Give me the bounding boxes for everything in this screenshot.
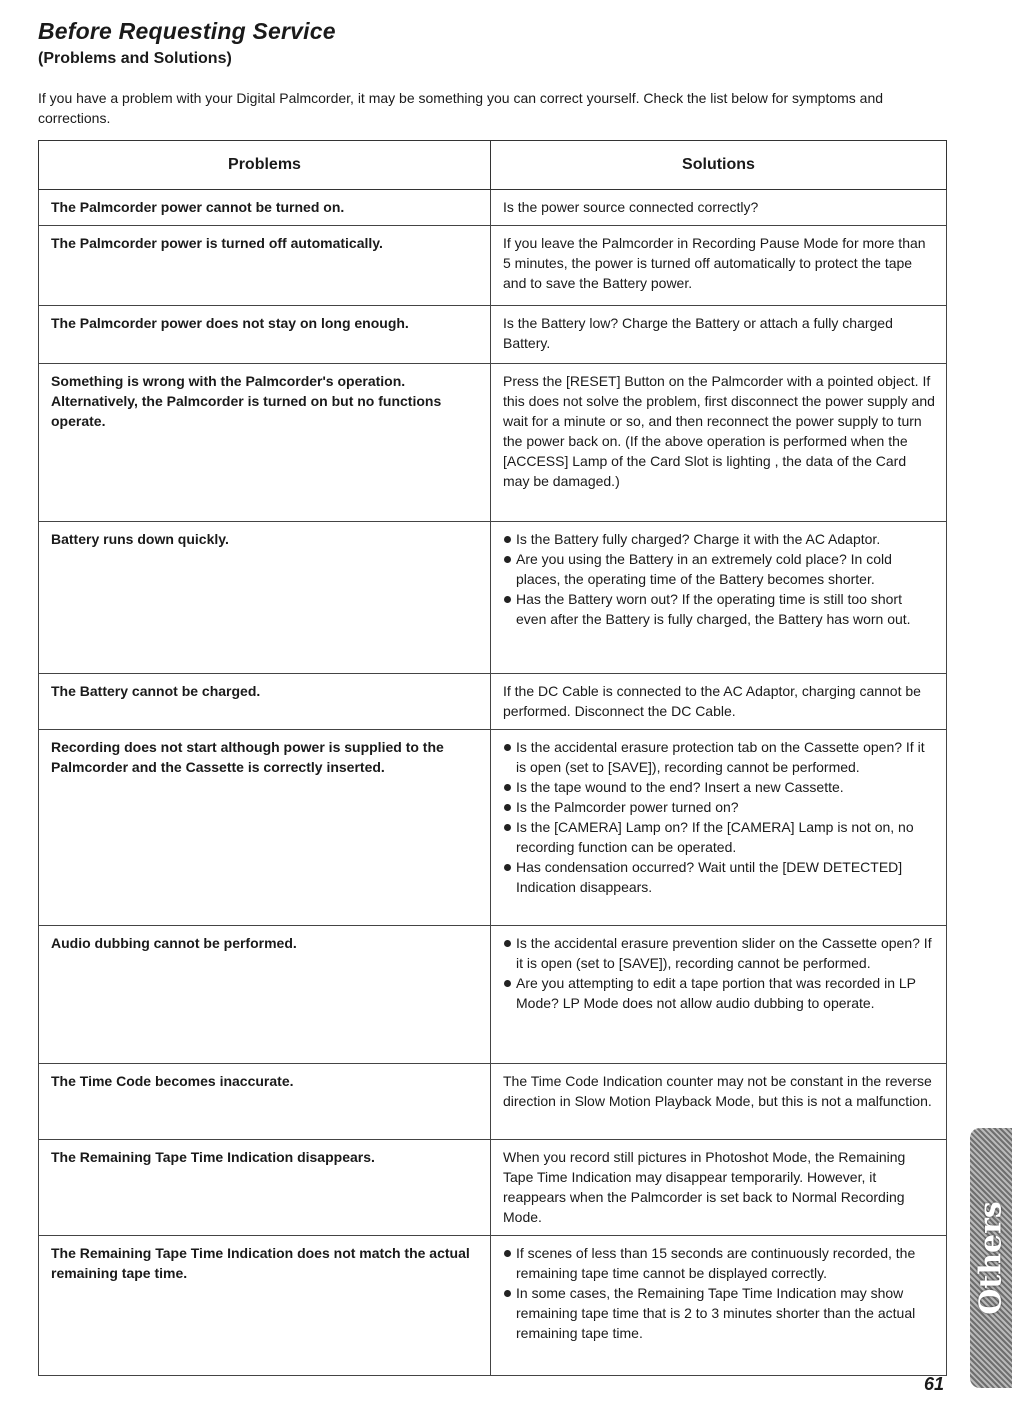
problem-cell: The Palmcorder power is turned off automatically. <box>39 226 491 306</box>
solution-list <box>503 529 936 629</box>
section-tab-label: Others <box>973 1201 1009 1315</box>
solution-cell <box>491 926 947 1064</box>
problem-cell: Recording does not start although power is supplied to the Palmcorder and the Cassette is correctly inserted. <box>39 730 491 926</box>
solution-list <box>503 1243 936 1343</box>
table-header-row <box>39 141 947 190</box>
table-row <box>39 306 947 364</box>
list-item: Is the [CAMERA] Lamp on? If the [CAMERA] Lamp is not on, no recording function can be operated. <box>503 817 936 857</box>
list-item: Is the Battery fully charged? Charge it with the AC Adaptor. <box>503 529 936 549</box>
solution-cell <box>491 1236 947 1376</box>
list-item: In some cases, the Remaining Tape Time Indication may show remaining tape time that is 2 to 3 minutes shorter than the actual remaining tape time. <box>503 1283 936 1343</box>
problems-solutions-table <box>38 140 947 1376</box>
problem-cell: The Palmcorder power does not stay on long enough. <box>39 306 491 364</box>
solution-cell: Is the Battery low? Charge the Battery or attach a fully charged Battery. <box>491 306 947 364</box>
problem-cell: The Remaining Tape Time Indication disappears. <box>39 1140 491 1236</box>
page-subtitle: (Problems and Solutions) <box>38 50 232 67</box>
table-row <box>39 730 947 926</box>
section-tab <box>970 1128 1012 1388</box>
table-row <box>39 674 947 730</box>
table-row <box>39 1064 947 1140</box>
list-item: Are you using the Battery in an extremely cold place? In cold places, the operating time of the Battery becomes shorter. <box>503 549 936 589</box>
table-row <box>39 364 947 522</box>
solution-cell: If you leave the Palmcorder in Recording Pause Mode for more than 5 minutes, the power is turned off automatically to protect the tape and to save the Battery power. <box>491 226 947 306</box>
table-row <box>39 1140 947 1236</box>
table-row <box>39 226 947 306</box>
solution-list <box>503 933 936 1013</box>
page-number: 61 <box>924 1374 945 1394</box>
table-row <box>39 1236 947 1376</box>
solution-cell <box>491 522 947 674</box>
list-item: Is the accidental erasure protection tab on the Cassette open? If it is open (set to [SAVE]), recording cannot be performed. <box>503 737 936 777</box>
solutions-column-header: Solutions <box>491 141 947 190</box>
list-item: Are you attempting to edit a tape portion that was recorded in LP Mode? LP Mode does not allow audio dubbing to operate. <box>503 973 936 1013</box>
problem-cell: Battery runs down quickly. <box>39 522 491 674</box>
problem-cell: The Battery cannot be charged. <box>39 674 491 730</box>
table-row <box>39 926 947 1064</box>
solution-cell: The Time Code Indication counter may not be constant in the reverse direction in Slow Motion Playback Mode, but this is not a malfunction. <box>491 1064 947 1140</box>
page-title: Before Requesting Service <box>38 18 336 44</box>
solution-cell: Press the [RESET] Button on the Palmcorder with a pointed object. If this does not solve the problem, first disconnect the power supply and wait for a minute or so, and then reconnect the power supply to turn the power back on. (If the above operation is performed when the [ACCESS] Lamp of the Card Slot is lighting , the data of the Card may be damaged.) <box>491 364 947 522</box>
solution-cell <box>491 730 947 926</box>
solution-cell: When you record still pictures in Photoshot Mode, the Remaining Tape Time Indication may disappear temporarily. However, it reappears when the Palmcorder is set back to Normal Recording Mode. <box>491 1140 947 1236</box>
table-row <box>39 522 947 674</box>
list-item: Is the accidental erasure prevention slider on the Cassette open? If it is open (set to [SAVE]), recording cannot be performed. <box>503 933 936 973</box>
list-item: Has condensation occurred? Wait until the [DEW DETECTED] Indication disappears. <box>503 857 936 897</box>
intro-text: If you have a problem with your Digital Palmcorder, it may be something you can correct yourself. Check the list below for symptoms and corrections. <box>38 90 884 126</box>
problem-cell: The Remaining Tape Time Indication does not match the actual remaining tape time. <box>39 1236 491 1376</box>
list-item: Is the tape wound to the end? Insert a new Cassette. <box>503 777 936 797</box>
table-row <box>39 190 947 226</box>
solution-cell: Is the power source connected correctly? <box>491 190 947 226</box>
solution-cell: If the DC Cable is connected to the AC Adaptor, charging cannot be performed. Disconnect the DC Cable. <box>491 674 947 730</box>
problem-cell: The Palmcorder power cannot be turned on. <box>39 190 491 226</box>
list-item: Is the Palmcorder power turned on? <box>503 797 936 817</box>
problem-cell: The Time Code becomes inaccurate. <box>39 1064 491 1140</box>
problems-column-header: Problems <box>39 141 491 190</box>
solution-list <box>503 737 936 897</box>
list-item: If scenes of less than 15 seconds are continuously recorded, the remaining tape time cannot be displayed correctly. <box>503 1243 936 1283</box>
problem-cell: Something is wrong with the Palmcorder's operation. Alternatively, the Palmcorder is turned on but no functions operate. <box>39 364 491 522</box>
problem-cell: Audio dubbing cannot be performed. <box>39 926 491 1064</box>
list-item: Has the Battery worn out? If the operating time is still too short even after the Battery is fully charged, the Battery has worn out. <box>503 589 936 629</box>
